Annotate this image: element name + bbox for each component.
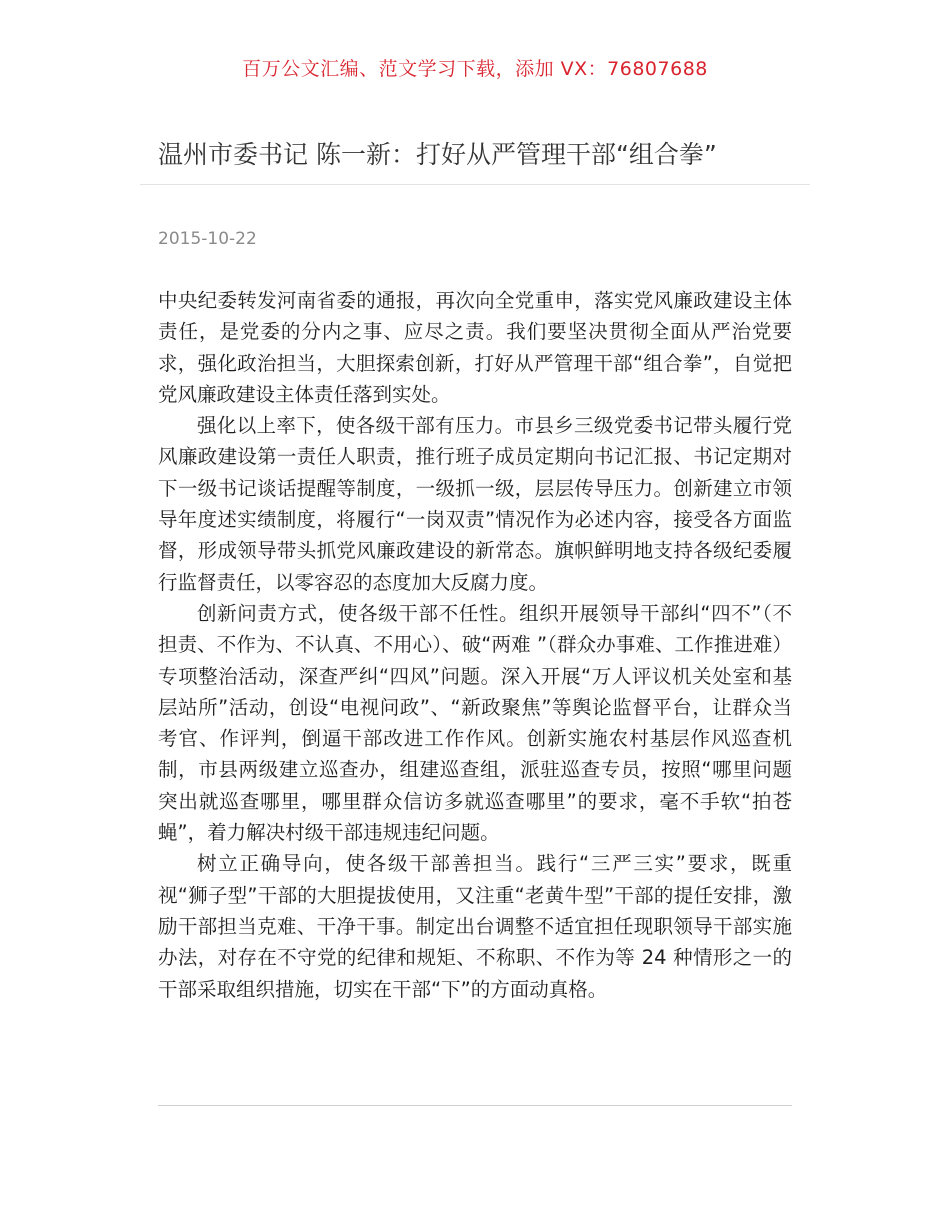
- footer-divider: [158, 1105, 792, 1106]
- title-divider: [140, 184, 810, 185]
- article-title: 温州市委书记 陈一新：打好从严管理干部“组合拳”: [158, 140, 717, 169]
- publish-date: 2015-10-22: [158, 229, 257, 249]
- paragraph-intro: 中央纪委转发河南省委的通报，再次向全党重申，落实党风廉政建设主体责任，是党委的分内之事、应尽之责。我们要坚决贯彻全面从严治党要求，强化政治担当，大胆探索创新，打好从严管理干部“组合拳”，自觉把党风廉政建设主体责任落到实处。: [158, 289, 792, 406]
- paragraph-leadership: 强化以上率下，使各级干部有压力。市县乡三级党委书记带头履行党风廉政建设第一责任人职责，推行班子成员定期向书记汇报、书记定期对下一级书记谈话提醒等制度，一级抓一级，层层传导压力。创新建立市领导年度述实绩制度，将履行“一岗双责”情况作为必述内容，接受各方面监督，形成领导带头抓党风廉政建设的新常态。旗帜鲜明地支持各级纪委履行监督责任，以零容忍的态度加大反腐力度。: [158, 414, 792, 594]
- article-body: [158, 285, 792, 1005]
- promo-banner: 百万公文汇编、范文学习下载，添加 VX：76807688: [242, 58, 708, 80]
- paragraph-accountability: 创新问责方式，使各级干部不任性。组织开展领导干部纠“四不”（不担责、不作为、不认真、不用心）、破“两难 ”（群众办事难、工作推进难）专项整治活动，深查严纠“四风”问题。深入开展“万人评议机关处室和基层站所”活动，创设“电视问政”、“新政聚焦”等舆论监督平台，让群众当考官、作评判，倒逼干部改进工作作风。创新实施农村基层作风巡查机制，市县两级建立巡查办，组建巡查组，派驻巡查专员，按照“哪里问题突出就巡查哪里，哪里群众信访多就巡查哪里”的要求，毫不手软“拍苍蝇”，着力解决村级干部违规违纪问题。: [158, 601, 792, 845]
- paragraph-guidance: 树立正确导向，使各级干部善担当。践行“三严三实”要求，既重视“狮子型”干部的大胆提拔使用，又注重“老黄牛型”干部的提任安排，激励干部担当克难、干净干事。制定出台调整不适宜担任现职领导干部实施办法，对存在不守党的纪律和规矩、不称职、不作为等 24 种情形之一的干部采取组织措施，切实在干部“下”的方面动真格。: [158, 852, 792, 1001]
